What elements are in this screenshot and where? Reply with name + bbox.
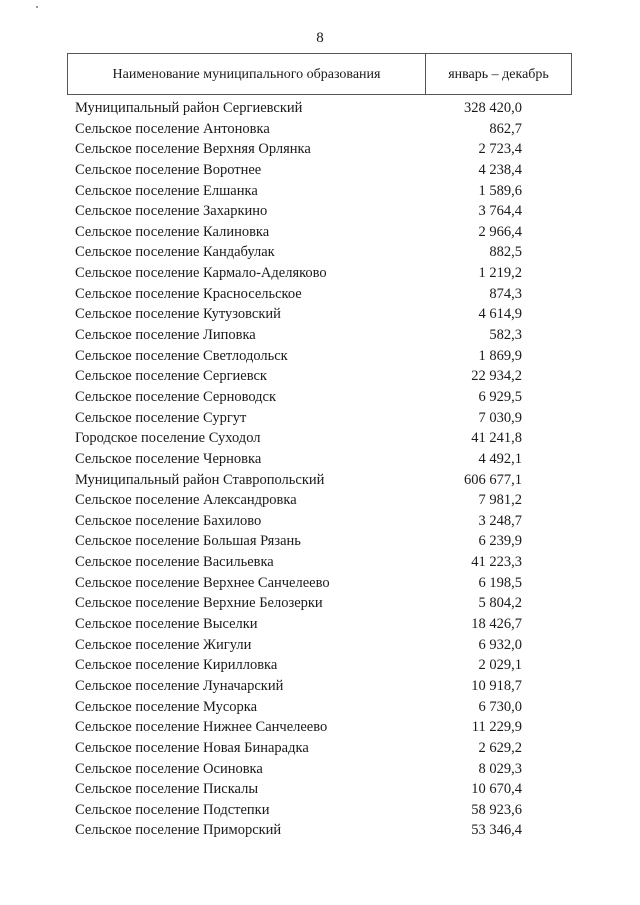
period-value: 41 241,8 — [471, 430, 522, 447]
municipality-name: Сельское поселение Бахилово — [75, 512, 262, 529]
period-value: 1 869,9 — [478, 347, 522, 364]
table-row — [0, 697, 640, 718]
scan-speck — [36, 6, 38, 8]
municipality-name: Сельское поселение Серноводск — [75, 388, 277, 405]
municipality-name: Сельское поселение Сургут — [75, 409, 247, 426]
period-value: 6 239,9 — [478, 533, 522, 550]
municipality-name: Сельское поселение Осиновка — [75, 760, 263, 777]
table-row — [0, 346, 640, 367]
municipality-name: Сельское поселение Подстепки — [75, 801, 270, 818]
table-row — [0, 387, 640, 408]
table-row — [0, 717, 640, 738]
table-body — [0, 98, 640, 841]
municipality-name: Сельское поселение Черновка — [75, 450, 262, 467]
table-row — [0, 449, 640, 470]
period-value: 1 219,2 — [478, 265, 522, 282]
column-header-period: январь – декабрь — [448, 67, 549, 82]
municipality-name: Сельское поселение Васильевка — [75, 554, 274, 571]
municipality-name: Сельское поселение Светлодольск — [75, 347, 288, 364]
period-value: 41 223,3 — [471, 554, 522, 571]
period-value: 10 918,7 — [471, 677, 522, 694]
municipality-name: Сельское поселение Верхние Белозерки — [75, 595, 323, 612]
period-value: 882,5 — [489, 244, 522, 261]
table-row — [0, 635, 640, 656]
page-number: 8 — [316, 30, 324, 46]
municipality-name: Сельское поселение Кармало-Аделяково — [75, 265, 327, 282]
table-row — [0, 676, 640, 697]
period-value: 11 229,9 — [471, 719, 522, 736]
period-value: 4 614,9 — [478, 306, 522, 323]
table-row — [0, 284, 640, 305]
municipality-name: Сельское поселение Верхнее Санчелеево — [75, 574, 330, 591]
period-value: 3 248,7 — [478, 512, 522, 529]
period-value: 4 238,4 — [478, 161, 522, 178]
table-row — [0, 655, 640, 676]
period-value: 328 420,0 — [464, 100, 522, 116]
table-row — [0, 738, 640, 759]
municipality-name: Сельское поселение Кирилловка — [75, 657, 278, 674]
table-row — [0, 201, 640, 222]
period-value: 1 589,6 — [478, 182, 522, 199]
table-row — [0, 470, 640, 491]
table-row — [0, 759, 640, 780]
municipality-name: Сельское поселение Кандабулак — [75, 244, 275, 261]
table-row — [0, 366, 640, 387]
period-value: 2 723,4 — [478, 141, 522, 158]
column-header-name: Наименование муниципального образования — [68, 54, 426, 94]
table-row — [0, 820, 640, 841]
municipality-name: Сельское поселение Захаркино — [75, 203, 268, 220]
table-row — [0, 325, 640, 346]
table-row — [0, 593, 640, 614]
table-row — [0, 428, 640, 449]
period-value: 22 934,2 — [471, 368, 522, 385]
period-value: 3 764,4 — [478, 203, 522, 220]
table-row — [0, 222, 640, 243]
period-value: 5 804,2 — [478, 595, 522, 612]
municipality-name: Сельское поселение Воротнее — [75, 161, 262, 178]
municipality-name: Сельское поселение Калиновка — [75, 223, 270, 240]
period-value: 2 966,4 — [478, 223, 522, 240]
table-row — [0, 779, 640, 800]
municipality-name: Сельское поселение Большая Рязань — [75, 533, 301, 550]
table-row — [0, 304, 640, 325]
period-value: 862,7 — [489, 120, 522, 137]
municipality-name: Сельское поселение Кутузовский — [75, 306, 281, 323]
municipality-name: Сельское поселение Новая Бинарадка — [75, 739, 309, 756]
municipality-name: Сельское поселение Красносельское — [75, 285, 302, 302]
table-row — [0, 263, 640, 284]
municipality-name: Сельское поселение Мусорка — [75, 698, 258, 715]
period-value: 6 730,0 — [478, 698, 522, 715]
period-value: 18 426,7 — [471, 616, 522, 633]
period-value: 7 030,9 — [478, 409, 522, 426]
municipality-name: Сельское поселение Елшанка — [75, 182, 258, 199]
table-row — [0, 181, 640, 202]
municipality-name: Сельское поселение Липовка — [75, 327, 256, 344]
municipality-name: Городское поселение Суходол — [75, 430, 261, 447]
period-value: 10 670,4 — [471, 781, 522, 798]
table-row — [0, 242, 640, 263]
period-value: 2 629,2 — [478, 739, 522, 756]
period-value: 2 029,1 — [478, 657, 522, 674]
municipality-name: Сельское поселение Верхняя Орлянка — [75, 141, 311, 158]
table-row — [0, 511, 640, 532]
table-row — [0, 408, 640, 429]
municipality-name: Муниципальный район Ставропольский — [75, 471, 325, 488]
municipality-name: Сельское поселение Выселки — [75, 616, 258, 633]
period-value: 7 981,2 — [478, 492, 522, 509]
municipality-name: Сельское поселение Приморский — [75, 822, 282, 839]
period-value: 8 029,3 — [478, 760, 522, 777]
period-value: 6 198,5 — [478, 574, 522, 591]
municipality-name: Сельское поселение Нижнее Санчелеево — [75, 719, 328, 736]
municipality-name: Сельское поселение Антоновка — [75, 120, 270, 137]
table-row — [0, 531, 640, 552]
period-value: 582,3 — [489, 327, 522, 344]
municipality-name: Муниципальный район Сергиевский — [75, 100, 303, 116]
table-row — [0, 119, 640, 140]
table-row — [0, 552, 640, 573]
period-value: 53 346,4 — [471, 822, 522, 839]
table-row — [0, 573, 640, 594]
table-header — [67, 53, 572, 95]
table-row — [0, 800, 640, 821]
period-value: 4 492,1 — [478, 450, 522, 467]
table-row — [0, 490, 640, 511]
period-value: 6 932,0 — [478, 636, 522, 653]
municipality-name: Сельское поселение Луначарский — [75, 677, 284, 694]
municipality-name: Сельское поселение Жигули — [75, 636, 252, 653]
period-value: 58 923,6 — [471, 801, 522, 818]
table-row — [0, 160, 640, 181]
municipality-name: Сельское поселение Александровка — [75, 492, 297, 509]
period-value: 606 677,1 — [464, 471, 522, 488]
municipality-name: Сельское поселение Пискалы — [75, 781, 259, 798]
period-value: 6 929,5 — [478, 388, 522, 405]
period-value: 874,3 — [489, 285, 522, 302]
table-row — [0, 139, 640, 160]
table-row — [0, 98, 640, 119]
table-row — [0, 614, 640, 635]
municipality-name: Сельское поселение Сергиевск — [75, 368, 267, 385]
